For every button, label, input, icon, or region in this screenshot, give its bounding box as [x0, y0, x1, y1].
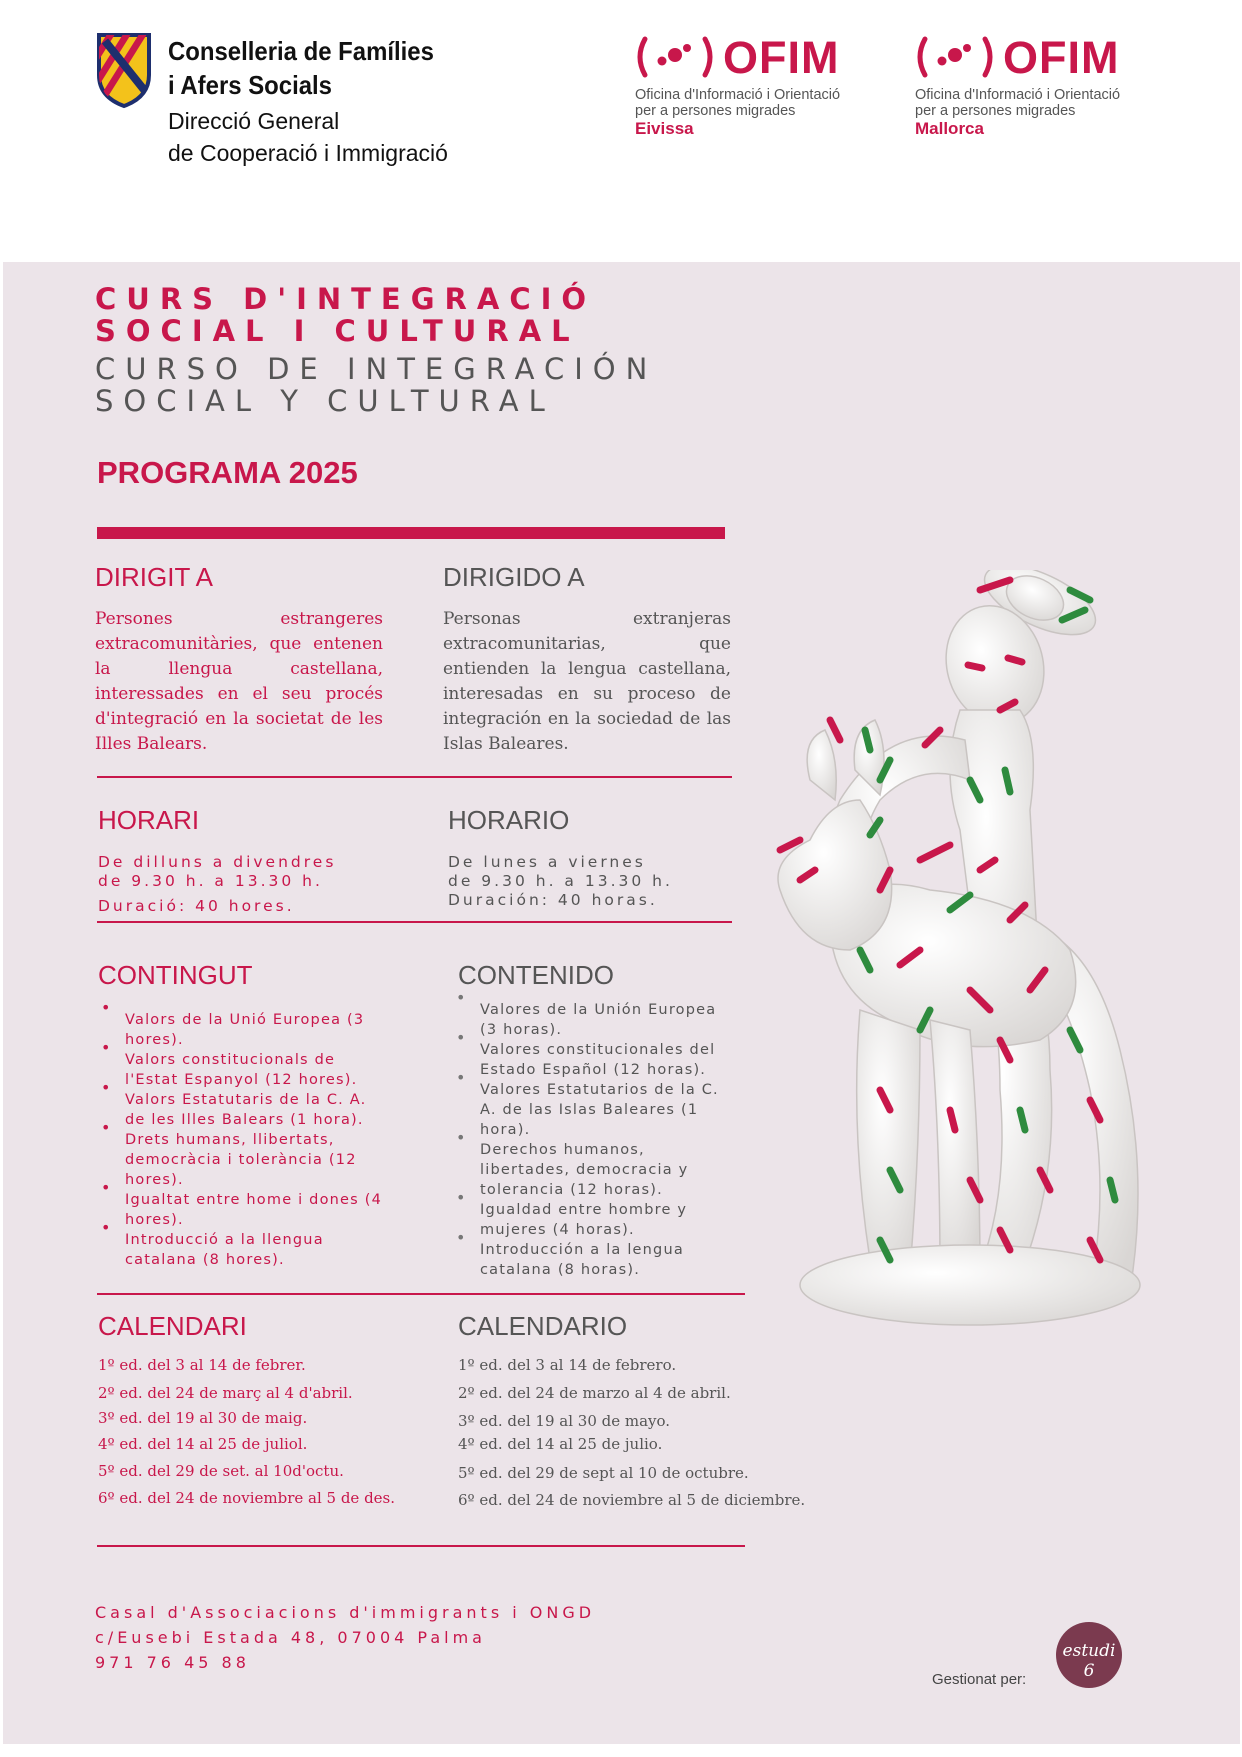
calendari-heading: CALENDARI [98, 1311, 247, 1341]
list-item: • Igualtat entre home i dones (4 hores). [97, 1190, 382, 1230]
programa-heading: PROGRAMA 2025 [97, 455, 358, 490]
list-item: 5º ed. del 29 de sept al 10 de octubre. [458, 1464, 749, 1482]
list-item: • Introducció a la llengua catalana (8 hores). [97, 1230, 382, 1270]
dirigido-heading: DIRIGIDO A [443, 562, 585, 592]
list-item: 4º ed. del 14 al 25 de julio. [458, 1435, 663, 1453]
conselleria-name: Conselleria de Famílies i Afers Socials [168, 36, 434, 100]
section-divider [97, 1293, 745, 1295]
list-item: 4º ed. del 14 al 25 de juliol. [98, 1435, 308, 1453]
balearic-government-shield-logo [95, 31, 153, 109]
list-item: 2º ed. del 24 de marzo al 4 de abril. [458, 1384, 731, 1402]
list-item: • Introducción a la lengua catalana (8 horas). [452, 1240, 730, 1280]
ofim-mallorca-logo: OFIM Oficina d'Informació i Orientació per a persones migrades Mallorca [915, 33, 1145, 143]
contenido-list [452, 1000, 730, 1280]
section-divider [97, 921, 732, 923]
dirigit-heading: DIRIGIT A [95, 562, 213, 592]
address-block: Casal d'Associacions d'immigrants i ONGD c/Eusebi Estada 48, 07004 Palma 971 76 45 88 [95, 1603, 596, 1672]
directorate-name: Direcció General de Cooperació i Immigració [168, 108, 448, 166]
list-item: • Valors Estatutaris de la C. A. de les Illes Balears (1 hora). [97, 1090, 382, 1130]
list-item: 2º ed. del 24 de març al 4 d'abril. [98, 1384, 353, 1402]
calendario-heading: CALENDARIO [458, 1311, 628, 1341]
horario-heading: HORARIO [448, 805, 570, 835]
list-item: • Drets humans, llibertats, democràcia i tolerància (12 hores). [97, 1130, 382, 1190]
ofim-eivissa-logo: OFIM Oficina d'Informació i Orientació per a persones migrades Eivissa [635, 33, 865, 143]
dirigit-text: Persones estrangeres extracomunitàries, que entenen la llengua castellana, interessades en el seu procés d'integració en la societat de les Illes Balears. [95, 609, 383, 754]
list-item: • Valores Estatutarios de la C. A. de las Islas Baleares (1 hora). [452, 1080, 730, 1140]
estudi-6-logo: estudi 6 [1056, 1622, 1122, 1688]
accent-divider-bar [97, 527, 725, 539]
contingut-heading: CONTINGUT [98, 960, 253, 990]
course-title-catalan: CURS D'INTEGRACIÓ SOCIAL I CULTURAL [95, 282, 597, 348]
list-item: • Valors constitucionals de l'Estat Espanyol (12 hores). [97, 1050, 382, 1090]
list-item: 6º ed. del 24 de noviembre al 5 de des. [98, 1489, 396, 1507]
dirigido-text: Personas extranjeras extracomunitarias, que entienden la lengua castellana, interesadas en su proceso de integración en la sociedad de las Islas Baleares. [443, 609, 731, 754]
contenido-heading: CONTENIDO [458, 960, 614, 990]
list-item: 6º ed. del 24 de noviembre al 5 de diciembre. [458, 1491, 806, 1509]
contingut-list [97, 1010, 382, 1270]
managed-by-label: Gestionat per: [932, 1671, 1027, 1688]
horario-details: De lunes a viernes de 9.30 h. a 13.30 h. Duración: 40 horas. [448, 853, 673, 909]
horari-heading: HORARI [98, 805, 200, 835]
list-item: 5º ed. del 29 de set. al 10d'octu. [98, 1462, 344, 1480]
horari-details: De dilluns a divendres de 9.30 h. a 13.30 h. Duració: 40 hores. [98, 853, 337, 915]
list-item: • Derechos humanos, libertades, democracia y tolerancia (12 horas). [452, 1140, 730, 1200]
list-item: 3º ed. del 19 al 30 de mayo. [458, 1412, 671, 1430]
list-item: • Valores de la Unión Europea (3 horas). [452, 1000, 730, 1040]
list-item: • Valors de la Unió Europea (3 hores). [97, 1010, 382, 1050]
section-divider [97, 776, 732, 778]
list-item: • Valores constitucionales del Estado Español (12 horas). [452, 1040, 730, 1080]
list-item: 1º ed. del 3 al 14 de febrero. [458, 1356, 677, 1374]
list-item: • Igualdad entre hombre y mujeres (4 horas). [452, 1200, 730, 1240]
list-item: 1º ed. del 3 al 14 de febrer. [98, 1356, 306, 1374]
section-divider [97, 1545, 745, 1547]
ceramic-figure-illustration [770, 570, 1210, 1370]
list-item: 3º ed. del 19 al 30 de maig. [98, 1409, 308, 1427]
course-title-spanish: CURSO DE INTEGRACIÓN SOCIAL Y CULTURAL [95, 352, 658, 418]
